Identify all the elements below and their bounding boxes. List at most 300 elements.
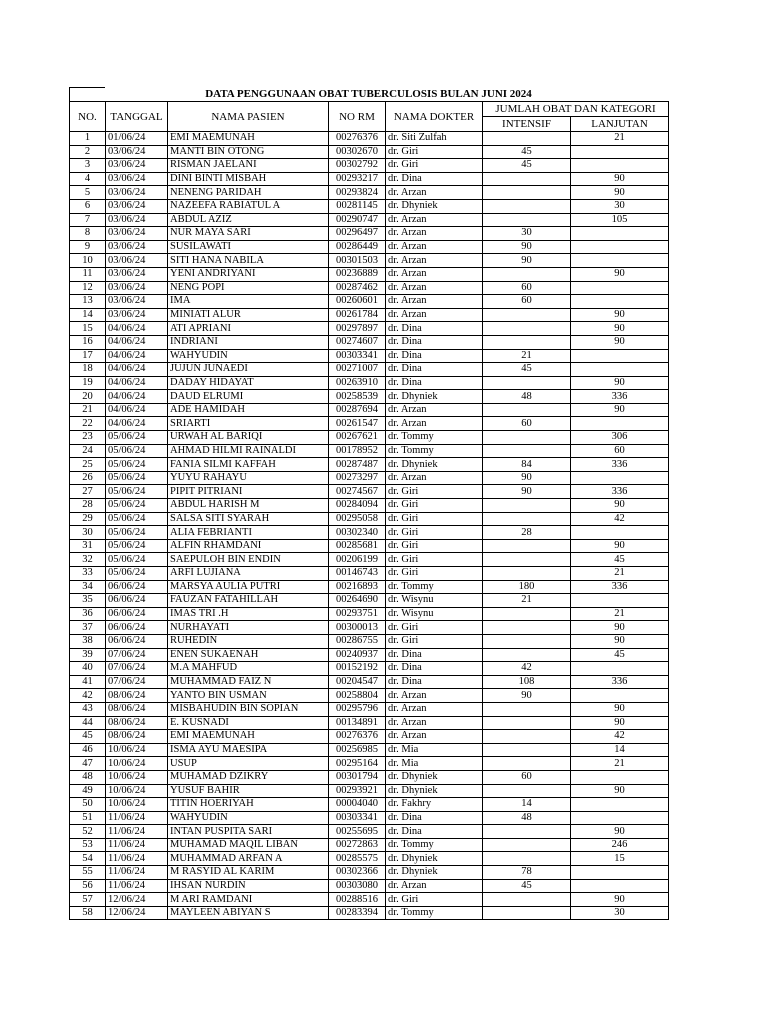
cell-lanjutan — [571, 227, 669, 241]
table-row — [70, 621, 669, 635]
cell-no-rm: 00302340 — [329, 526, 386, 540]
cell-intensif: 60 — [483, 295, 571, 309]
cell-lanjutan — [571, 879, 669, 893]
cell-nama-dokter: dr. Giri — [386, 553, 483, 567]
table-row — [70, 471, 669, 485]
cell-lanjutan: 90 — [571, 825, 669, 839]
cell-intensif — [483, 567, 571, 581]
cell-nama-pasien: FANIA SILMI KAFFAH — [168, 458, 329, 472]
cell-lanjutan: 60 — [571, 444, 669, 458]
cell-no: 54 — [70, 852, 106, 866]
table-row — [70, 689, 669, 703]
cell-tanggal: 06/06/24 — [106, 580, 168, 594]
cell-no-rm: 00134891 — [329, 716, 386, 730]
cell-lanjutan — [571, 363, 669, 377]
table-row — [70, 716, 669, 730]
cell-no-rm: 00303341 — [329, 811, 386, 825]
header-intensif: INTENSIF — [483, 117, 571, 132]
cell-tanggal: 03/06/24 — [106, 308, 168, 322]
table-row — [70, 757, 669, 771]
cell-nama-pasien: PIPIT PITRIANI — [168, 485, 329, 499]
cell-nama-pasien: YENI ANDRIYANI — [168, 267, 329, 281]
table-row — [70, 743, 669, 757]
table-row — [70, 186, 669, 200]
table-row — [70, 906, 669, 920]
cell-no: 34 — [70, 580, 106, 594]
cell-tanggal: 01/06/24 — [106, 132, 168, 146]
cell-no: 21 — [70, 403, 106, 417]
cell-nama-pasien: MUHAMMAD FAIZ N — [168, 675, 329, 689]
cell-nama-dokter: dr. Tommy — [386, 838, 483, 852]
cell-tanggal: 06/06/24 — [106, 607, 168, 621]
cell-intensif — [483, 825, 571, 839]
cell-nama-dokter: dr. Arzan — [386, 240, 483, 254]
table-row — [70, 798, 669, 812]
cell-intensif: 45 — [483, 145, 571, 159]
cell-no-rm: 00267621 — [329, 431, 386, 445]
cell-no-rm: 00236889 — [329, 267, 386, 281]
cell-intensif — [483, 838, 571, 852]
cell-nama-pasien: MUHAMMAD ARFAN A — [168, 852, 329, 866]
table-row — [70, 444, 669, 458]
cell-lanjutan — [571, 281, 669, 295]
cell-no: 27 — [70, 485, 106, 499]
cell-no: 3 — [70, 159, 106, 173]
cell-no-rm: 00300013 — [329, 621, 386, 635]
table-row — [70, 567, 669, 581]
cell-nama-pasien: URWAH AL BARIQI — [168, 431, 329, 445]
cell-tanggal: 06/06/24 — [106, 621, 168, 635]
table-row — [70, 539, 669, 553]
cell-nama-pasien: FAUZAN FATAHILLAH — [168, 594, 329, 608]
cell-nama-dokter: dr. Giri — [386, 526, 483, 540]
cell-no: 52 — [70, 825, 106, 839]
cell-intensif: 78 — [483, 866, 571, 880]
cell-tanggal: 03/06/24 — [106, 186, 168, 200]
cell-no-rm: 00240937 — [329, 648, 386, 662]
cell-nama-pasien: NENG POPI — [168, 281, 329, 295]
cell-nama-dokter: dr. Giri — [386, 567, 483, 581]
cell-no: 22 — [70, 417, 106, 431]
cell-lanjutan — [571, 159, 669, 173]
cell-tanggal: 12/06/24 — [106, 893, 168, 907]
cell-no: 47 — [70, 757, 106, 771]
table-row — [70, 838, 669, 852]
cell-no-rm: 00284094 — [329, 499, 386, 513]
header-nama-pasien: NAMA PASIEN — [168, 102, 329, 132]
cell-lanjutan — [571, 526, 669, 540]
cell-nama-pasien: M ARI RAMDANI — [168, 893, 329, 907]
cell-nama-pasien: RUHEDIN — [168, 634, 329, 648]
cell-intensif — [483, 634, 571, 648]
cell-tanggal: 11/06/24 — [106, 825, 168, 839]
cell-no: 26 — [70, 471, 106, 485]
cell-lanjutan: 90 — [571, 335, 669, 349]
cell-nama-pasien: JUJUN JUNAEDI — [168, 363, 329, 377]
cell-no: 44 — [70, 716, 106, 730]
cell-no: 39 — [70, 648, 106, 662]
cell-intensif — [483, 757, 571, 771]
cell-no-rm: 00283394 — [329, 906, 386, 920]
title-row — [69, 87, 668, 101]
cell-nama-dokter: dr. Arzan — [386, 213, 483, 227]
cell-intensif: 90 — [483, 471, 571, 485]
cell-intensif — [483, 186, 571, 200]
cell-nama-dokter: dr. Dhyniek — [386, 852, 483, 866]
cell-tanggal: 05/06/24 — [106, 444, 168, 458]
cell-nama-dokter: dr. Dina — [386, 363, 483, 377]
spreadsheet-sheet — [69, 87, 668, 920]
cell-tanggal: 10/06/24 — [106, 757, 168, 771]
cell-tanggal: 04/06/24 — [106, 349, 168, 363]
cell-no: 45 — [70, 730, 106, 744]
cell-no-rm: 00273297 — [329, 471, 386, 485]
cell-tanggal: 11/06/24 — [106, 879, 168, 893]
cell-no-rm: 00287487 — [329, 458, 386, 472]
cell-intensif — [483, 852, 571, 866]
cell-lanjutan: 21 — [571, 567, 669, 581]
cell-no: 18 — [70, 363, 106, 377]
cell-intensif — [483, 607, 571, 621]
cell-nama-dokter: dr. Arzan — [386, 308, 483, 322]
cell-no: 57 — [70, 893, 106, 907]
table-row — [70, 811, 669, 825]
cell-no: 13 — [70, 295, 106, 309]
cell-tanggal: 11/06/24 — [106, 811, 168, 825]
cell-intensif: 21 — [483, 594, 571, 608]
table-row — [70, 512, 669, 526]
cell-no-rm: 00152192 — [329, 662, 386, 676]
cell-tanggal: 05/06/24 — [106, 499, 168, 513]
cell-tanggal: 10/06/24 — [106, 743, 168, 757]
cell-lanjutan: 336 — [571, 580, 669, 594]
cell-nama-dokter: dr. Arzan — [386, 471, 483, 485]
cell-nama-pasien: MISBAHUDIN BIN SOPIAN — [168, 702, 329, 716]
cell-no-rm: 00276376 — [329, 132, 386, 146]
cell-tanggal: 04/06/24 — [106, 390, 168, 404]
cell-no: 17 — [70, 349, 106, 363]
cell-nama-dokter: dr. Mia — [386, 757, 483, 771]
cell-nama-dokter: dr. Giri — [386, 893, 483, 907]
header-jumlah-obat: JUMLAH OBAT DAN KATEGORI — [483, 102, 669, 117]
cell-lanjutan: 90 — [571, 702, 669, 716]
cell-tanggal: 03/06/24 — [106, 172, 168, 186]
cell-intensif: 42 — [483, 662, 571, 676]
cell-nama-pasien: ENEN SUKAENAH — [168, 648, 329, 662]
cell-lanjutan: 90 — [571, 716, 669, 730]
cell-intensif: 60 — [483, 770, 571, 784]
cell-intensif: 14 — [483, 798, 571, 812]
table-row — [70, 702, 669, 716]
cell-nama-pasien: M.A MAHFUD — [168, 662, 329, 676]
cell-tanggal: 04/06/24 — [106, 322, 168, 336]
cell-tanggal: 03/06/24 — [106, 159, 168, 173]
cell-no: 14 — [70, 308, 106, 322]
cell-no-rm: 00295058 — [329, 512, 386, 526]
table-row — [70, 553, 669, 567]
cell-lanjutan: 30 — [571, 906, 669, 920]
cell-no: 29 — [70, 512, 106, 526]
cell-lanjutan: 90 — [571, 322, 669, 336]
cell-no: 7 — [70, 213, 106, 227]
cell-nama-pasien: ISMA AYU MAESIPA — [168, 743, 329, 757]
cell-nama-dokter: dr. Tommy — [386, 906, 483, 920]
cell-tanggal: 08/06/24 — [106, 702, 168, 716]
cell-intensif: 48 — [483, 390, 571, 404]
cell-nama-dokter: dr. Giri — [386, 485, 483, 499]
cell-no: 28 — [70, 499, 106, 513]
cell-nama-pasien: ABDUL AZIZ — [168, 213, 329, 227]
table-row — [70, 308, 669, 322]
header-lanjutan: LANJUTAN — [571, 117, 669, 132]
table-row — [70, 335, 669, 349]
cell-no-rm: 00303080 — [329, 879, 386, 893]
cell-lanjutan: 336 — [571, 675, 669, 689]
cell-no: 24 — [70, 444, 106, 458]
cell-tanggal: 03/06/24 — [106, 199, 168, 213]
cell-tanggal: 03/06/24 — [106, 281, 168, 295]
cell-lanjutan: 306 — [571, 431, 669, 445]
cell-tanggal: 07/06/24 — [106, 648, 168, 662]
cell-nama-pasien: YUYU RAHAYU — [168, 471, 329, 485]
cell-no: 33 — [70, 567, 106, 581]
table-header — [70, 102, 669, 132]
cell-nama-dokter: dr. Giri — [386, 621, 483, 635]
cell-intensif — [483, 431, 571, 445]
cell-lanjutan — [571, 594, 669, 608]
cell-nama-dokter: dr. Dhyniek — [386, 199, 483, 213]
cell-no: 10 — [70, 254, 106, 268]
cell-intensif: 90 — [483, 240, 571, 254]
cell-no: 20 — [70, 390, 106, 404]
cell-no: 6 — [70, 199, 106, 213]
cell-lanjutan — [571, 349, 669, 363]
cell-tanggal: 03/06/24 — [106, 254, 168, 268]
table-row — [70, 499, 669, 513]
cell-nama-pasien: ABDUL HARISH M — [168, 499, 329, 513]
cell-nama-dokter: dr. Arzan — [386, 730, 483, 744]
cell-tanggal: 10/06/24 — [106, 770, 168, 784]
table-row — [70, 662, 669, 676]
cell-intensif — [483, 553, 571, 567]
cell-no-rm: 00295796 — [329, 702, 386, 716]
cell-no-rm: 00285681 — [329, 539, 386, 553]
cell-nama-pasien: DAUD ELRUMI — [168, 390, 329, 404]
cell-nama-pasien: E. KUSNADI — [168, 716, 329, 730]
cell-lanjutan — [571, 295, 669, 309]
table-body — [70, 132, 669, 920]
cell-nama-pasien: NAZEEFA RABIATUL A — [168, 199, 329, 213]
cell-intensif — [483, 172, 571, 186]
cell-nama-dokter: dr. Dhyniek — [386, 866, 483, 880]
cell-intensif — [483, 539, 571, 553]
cell-lanjutan: 90 — [571, 172, 669, 186]
table-row — [70, 634, 669, 648]
cell-lanjutan: 14 — [571, 743, 669, 757]
cell-no: 16 — [70, 335, 106, 349]
cell-tanggal: 03/06/24 — [106, 240, 168, 254]
cell-no: 43 — [70, 702, 106, 716]
cell-lanjutan: 45 — [571, 648, 669, 662]
cell-tanggal: 05/06/24 — [106, 458, 168, 472]
cell-no: 42 — [70, 689, 106, 703]
cell-lanjutan: 45 — [571, 553, 669, 567]
cell-nama-pasien: IHSAN NURDIN — [168, 879, 329, 893]
cell-tanggal: 03/06/24 — [106, 227, 168, 241]
cell-nama-pasien: TITIN HOERIYAH — [168, 798, 329, 812]
cell-no-rm: 00206199 — [329, 553, 386, 567]
table-row — [70, 376, 669, 390]
cell-intensif: 30 — [483, 227, 571, 241]
cell-lanjutan — [571, 770, 669, 784]
cell-nama-pasien: MANTI BIN OTONG — [168, 145, 329, 159]
cell-nama-pasien: MUHAMAD DZIKRY — [168, 770, 329, 784]
cell-lanjutan: 90 — [571, 403, 669, 417]
cell-nama-dokter: dr. Dhyniek — [386, 390, 483, 404]
table-row — [70, 730, 669, 744]
cell-lanjutan: 90 — [571, 893, 669, 907]
cell-intensif — [483, 335, 571, 349]
cell-nama-pasien: SALSA SITI SYARAH — [168, 512, 329, 526]
cell-tanggal: 05/06/24 — [106, 485, 168, 499]
cell-no: 5 — [70, 186, 106, 200]
cell-nama-dokter: dr. Giri — [386, 159, 483, 173]
cell-intensif — [483, 132, 571, 146]
cell-no: 58 — [70, 906, 106, 920]
cell-no: 37 — [70, 621, 106, 635]
table-row — [70, 485, 669, 499]
cell-nama-pasien: AHMAD HILMI RAINALDI — [168, 444, 329, 458]
cell-nama-dokter: dr. Arzan — [386, 267, 483, 281]
cell-intensif: 60 — [483, 281, 571, 295]
table-row — [70, 852, 669, 866]
table-row — [70, 281, 669, 295]
table-row — [70, 526, 669, 540]
cell-intensif — [483, 308, 571, 322]
cell-lanjutan: 15 — [571, 852, 669, 866]
cell-nama-pasien: EMI MAEMUNAH — [168, 132, 329, 146]
cell-nama-pasien: NENENG PARIDAH — [168, 186, 329, 200]
cell-nama-pasien: IMAS TRI .H — [168, 607, 329, 621]
cell-no-rm: 00290747 — [329, 213, 386, 227]
cell-nama-pasien: MAYLEEN ABIYAN S — [168, 906, 329, 920]
cell-lanjutan: 90 — [571, 308, 669, 322]
cell-no: 25 — [70, 458, 106, 472]
cell-no-rm: 00261547 — [329, 417, 386, 431]
cell-lanjutan — [571, 240, 669, 254]
cell-tanggal: 03/06/24 — [106, 267, 168, 281]
cell-no: 41 — [70, 675, 106, 689]
table-row — [70, 363, 669, 377]
cell-nama-dokter: dr. Arzan — [386, 403, 483, 417]
cell-no-rm: 00264690 — [329, 594, 386, 608]
table-row — [70, 893, 669, 907]
cell-intensif: 60 — [483, 417, 571, 431]
cell-intensif — [483, 784, 571, 798]
cell-nama-pasien: ATI APRIANI — [168, 322, 329, 336]
cell-tanggal: 05/06/24 — [106, 431, 168, 445]
cell-no: 53 — [70, 838, 106, 852]
cell-lanjutan: 90 — [571, 784, 669, 798]
cell-intensif — [483, 267, 571, 281]
table-row — [70, 240, 669, 254]
cell-nama-dokter: dr. Dina — [386, 172, 483, 186]
cell-nama-dokter: dr. Dina — [386, 335, 483, 349]
cell-no: 49 — [70, 784, 106, 798]
cell-no-rm: 00204547 — [329, 675, 386, 689]
cell-lanjutan — [571, 417, 669, 431]
cell-tanggal: 05/06/24 — [106, 553, 168, 567]
cell-nama-dokter: dr. Arzan — [386, 227, 483, 241]
cell-lanjutan — [571, 866, 669, 880]
cell-no-rm: 00256985 — [329, 743, 386, 757]
cell-lanjutan: 90 — [571, 634, 669, 648]
cell-tanggal: 07/06/24 — [106, 662, 168, 676]
cell-nama-dokter: dr. Wisynu — [386, 594, 483, 608]
cell-intensif: 28 — [483, 526, 571, 540]
cell-intensif — [483, 199, 571, 213]
cell-no-rm: 00271007 — [329, 363, 386, 377]
cell-no-rm: 00303341 — [329, 349, 386, 363]
cell-intensif: 48 — [483, 811, 571, 825]
cell-no: 2 — [70, 145, 106, 159]
cell-tanggal: 03/06/24 — [106, 213, 168, 227]
cell-no-rm: 00272863 — [329, 838, 386, 852]
cell-no-rm: 00302366 — [329, 866, 386, 880]
table-row — [70, 417, 669, 431]
table-row — [70, 770, 669, 784]
cell-nama-dokter: dr. Dina — [386, 322, 483, 336]
cell-lanjutan: 21 — [571, 607, 669, 621]
cell-lanjutan — [571, 662, 669, 676]
cell-intensif: 45 — [483, 363, 571, 377]
cell-intensif — [483, 444, 571, 458]
cell-nama-dokter: dr. Arzan — [386, 254, 483, 268]
table-row — [70, 227, 669, 241]
cell-no-rm: 00288516 — [329, 893, 386, 907]
cell-tanggal: 05/06/24 — [106, 567, 168, 581]
cell-nama-pasien: INDRIANI — [168, 335, 329, 349]
cell-nama-pasien: YANTO BIN USMAN — [168, 689, 329, 703]
cell-intensif — [483, 893, 571, 907]
cell-lanjutan: 246 — [571, 838, 669, 852]
cell-nama-dokter: dr. Siti Zulfah — [386, 132, 483, 146]
cell-no-rm: 00146743 — [329, 567, 386, 581]
cell-nama-dokter: dr. Tommy — [386, 444, 483, 458]
table-row — [70, 403, 669, 417]
cell-no-rm: 00302792 — [329, 159, 386, 173]
cell-nama-pasien: ARFI LUJIANA — [168, 567, 329, 581]
cell-no-rm: 00293921 — [329, 784, 386, 798]
cell-tanggal: 05/06/24 — [106, 512, 168, 526]
cell-no-rm: 00302670 — [329, 145, 386, 159]
cell-no: 56 — [70, 879, 106, 893]
cell-tanggal: 05/06/24 — [106, 526, 168, 540]
cell-nama-pasien: SAEPULOH BIN ENDIN — [168, 553, 329, 567]
cell-intensif — [483, 213, 571, 227]
cell-nama-dokter: dr. Arzan — [386, 295, 483, 309]
cell-tanggal: 10/06/24 — [106, 784, 168, 798]
cell-tanggal: 06/06/24 — [106, 634, 168, 648]
cell-intensif — [483, 906, 571, 920]
cell-nama-pasien: ALIA FEBRIANTI — [168, 526, 329, 540]
table-row — [70, 648, 669, 662]
cell-nama-pasien: RISMAN JAELANI — [168, 159, 329, 173]
cell-nama-dokter: dr. Dina — [386, 662, 483, 676]
cell-no: 51 — [70, 811, 106, 825]
cell-no-rm: 00216893 — [329, 580, 386, 594]
cell-lanjutan — [571, 689, 669, 703]
